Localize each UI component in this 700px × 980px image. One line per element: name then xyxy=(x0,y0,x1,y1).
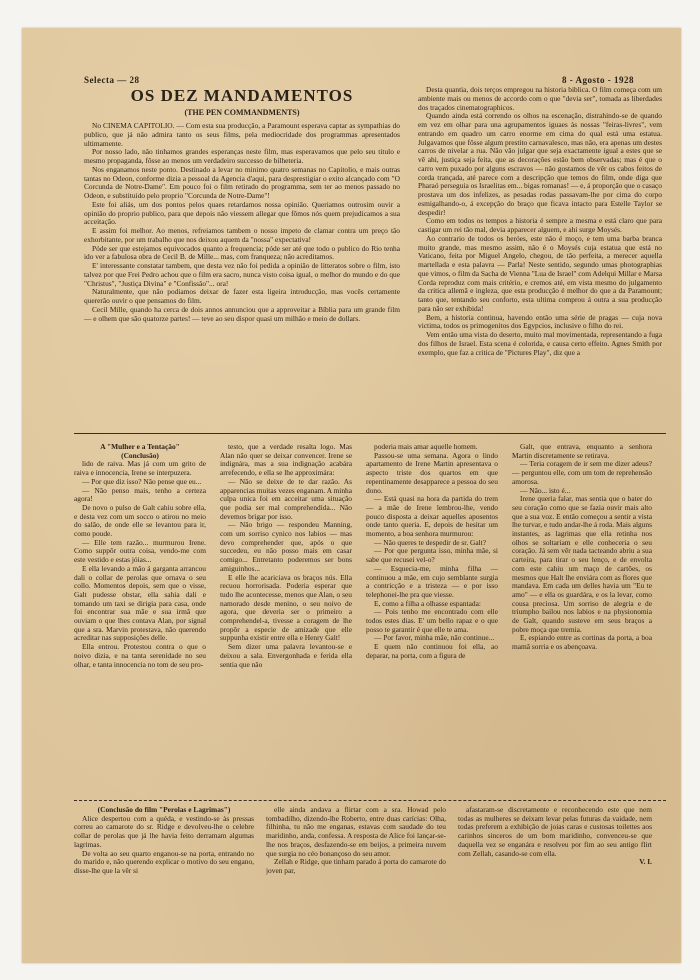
footer-column-3 xyxy=(458,806,652,936)
paragraph: Como em todos os tempos a historia é sempre a mesma e está claro que para castigar um rei tão mal, devia apparecer alguem, e ahi surge Moysés. xyxy=(418,216,662,234)
paragraph: — Está quasi na hora da partida do trem — a mãe de Irene lembrou-lhe, vendo pouco disposta a deixar aquelles aposentos onde tanto queria. E, depois de hesitar um momento, a boa senhora murmurou: xyxy=(366,494,498,539)
section-divider xyxy=(74,433,666,434)
paragraph: Ao contrario de todos os heróes, este não é moço, e tem uma barba branca muito grande, mas mesmo assim, não é o Moysés cuja estatua que está no Vaticano, feita por Miguel Angelo, chegou, de tão perfeita, a merecer aquella martellada e esta palavra — Parla! Neste sentido, segundo umas photographias que vimos, o film da Sacha de Vienna "Lua de Israel" com Adelqui Millar e Marsa Corda reproduz com mais critério, e cremos até, em vista mesmo do julgamento da critica allemã e ingleza, que esta producção é melhor do que a da Paramount; tanto que, tentando seu conforto, esta ultima comprou á outra a sua producção para não ser exhibida! xyxy=(418,233,662,313)
paragraph: lido de raiva. Mas já com um grito de raiva e innocencia, Irene se interpuzera. xyxy=(74,459,206,478)
paragraph: Póde ser que estejamos equivocados quanto a frequencia; póde ser até que todo o publico do Rio tenha ido ver a fabulosa obra de Cecil B. de Mille... mas, com franqueza; não acreditamos. xyxy=(84,243,400,262)
paragraph: E ella levando a mão á garganta arrancou dali o collar de perolas que ornava o seu collo. Momentos depois, sem que o visse, Galt pudesse obstar, ella sahia dali e tomando um taxi se dirigia para casa, onde foi encontrar sua mãe e sua irmã que ouviam o que lhes contava Alan, por signal que a sra. Marvin protestava, não querendo acreditar nas supposições delle. xyxy=(74,563,206,643)
section-divider-dashed xyxy=(74,800,666,801)
story-heading-sub: (Conclusão) xyxy=(121,450,159,460)
paragraph: E assim foi melhor. Ao menos, refreiamos tambem o nosso impeto de clamar contra um preço tão exhorbitante, por um trabalho que nos deixou aquem da "nossa" expectativa! xyxy=(84,226,400,244)
paragraph: — Não queres te despedir de sr. Galt? xyxy=(374,537,487,547)
paragraph: Nos enganamos neste ponto. Destinado a levar no minimo quatro semanas no Capitolio, e mais outras tantas no Odeon, conforme dizia a pessoal da Agencia d'aqui, para desprestigiar o exito alcançado com "O Corcunda de Notre-Dame". Em pouco foi o film retirado do programma, sem ter ao menos passado no Odeon, e substituido pelo proprio "Corcunda de Notre-Dame"! xyxy=(84,164,400,200)
footer-heading: (Conclusão do film "Perolas e Lagrimas") xyxy=(97,806,231,814)
paragraph: Naturalmente, que não podiamos deixar de fazer esta ligeira introducção, mas vocês certamente quererão ouvir o que pensamos do film. xyxy=(84,287,400,305)
paragraph: testo, que a verdade resalta logo. Mas Alan não quer se deixar convencer. Irene se indignára, mas a sua indignação acabára arrefecendo, e ella se lhe approximára: xyxy=(220,443,352,478)
paragraph: — Esquecia-me, minha filha — continuou a mãe, em cujo semblante surgia a contricção e a tristeza — e por isso telephonei-lhe pra que viesse. xyxy=(366,563,498,599)
paragraph: — Não brigo — respondeu Manning, com um sorriso cynico nos labios — mas devo comprehender que, após o que succedeu, eu não posso mais em casar comigo... Entretanto poderemos ser bons amiguinhos... xyxy=(220,520,352,573)
article-column-2 xyxy=(418,86,662,427)
paragraph: — Elle tem razão... murmurou Irene. Como suppôr outra coisa, vendo-me com este vestido e estas jóias... xyxy=(74,537,206,565)
paragraph: De volta ao seu quarto enganou-se na porta, entrando no do marido e, não querendo explicar o motivo do seu engano, disse-lhe que la vêr si xyxy=(74,848,254,875)
paragraph: — Pois tenho me encontrado com elle todos estes dias. E' um bello rapaz e o que posso te garantir é que elle te ama. xyxy=(366,607,498,634)
paragraph: poderia mais amar aquelle homem. xyxy=(374,443,478,451)
paragraph: Cecil Mille, quando ha cerca de dois annos annunciou que a approveitar a Bíblia para um grande film — e olhem que são quatorze partes! — teve ao seu dispor quasi um milhão e meio de dollars. xyxy=(84,304,400,323)
paragraph: — Por que pergunta isso, minha mãe, si sabe que recusei vel-o? xyxy=(366,546,498,565)
paragraph: E elle lhe acariciava os braços nús. Ella recuou horrorisada. Poderia esperar que tudo lhe acontecesse, menos que Alan, o seu namorado desde menino, o seu noivo de agora, que deveria ser o primeiro a comprehendel-a, tivesse a coragem de lhe propôr a especie de amizade que elle suppunha existir entre ella e Henry Galt! xyxy=(220,572,352,643)
paragraph: E' interessante constatar tambem, que desta vez não foi pedida a opinião de litteratos sobre o film, isto talvez por que Frei Pedro achou que o film era sacro, nunca visto coisa igual, o melhor do mundo e do que "Christus", "Justiça Divina" e "Confissão"... ora! xyxy=(84,261,400,288)
paragraph: — Por favor, minha mãe, não continue... xyxy=(374,633,495,643)
paragraph: Sem dizer uma palavra levantou-se e deixou a sala. Envergonhada e ferida ella sentia que não xyxy=(220,642,352,669)
paragraph: Quando ainda está correndo os olhos na escenação, distrahindo-se de quando em vez em olhar para una agrupamentos iguaes às nossas "feiras-livres", vem entrando em quadro um carro enorme em cima do qual está uma estatua. Julgavamos que fôsse algum prestito carnavalesco, mas não, era apenas um destes carros de nivelar a rua. Não vão julgar que seja exactamente igual a estes que se vê ahi, justiça seja feita, que as decorações estão bem observadas; mas é que o carro vem puxado por alguns escravos — não gostamos de vêr os cabos feitos de corda trançada, até parece com a descripção que temos do film, onde diga que Pharaó perseguia os Israelitas em... bigas romanas! — e, á proporção que o casaço prostava um dos infelizes, as pesadas rodas passavam-lhe por cima do corpo esmigalhando-o, á excepção do braço que ficava intacto para Estelle Taylor se despedir! xyxy=(418,111,662,217)
paragraph: — Teria coragem de ir sem me dizer adeus? — perguntou elle, com um tom de reprehensão amorosa. xyxy=(512,459,652,486)
paragraph: Bem, a historia continua, havendo então uma série de pragas — cuja nova victima, todos os primogenitos dos Egypcios, inclusive o filho do rei. xyxy=(418,312,662,331)
page-header-left: Selecta — 28 xyxy=(84,75,140,85)
paragraph: — Não penso mais, tenho a certeza agora! xyxy=(74,485,206,504)
story-heading: A "Mulher e a Tentação" xyxy=(100,443,180,451)
article-title: OS DEZ MANDAMENTOS xyxy=(130,86,354,105)
paragraph: Por nosso lado, não tinhamos grandes esperanças neste film, mas esperavamos que pelo seu titulo e mesmo propaganda, fôsse ao menos um verdadeiro successo de bilheteria. xyxy=(84,147,400,165)
article-column-1 xyxy=(84,122,400,427)
footer-column-1 xyxy=(74,806,254,936)
magazine-page xyxy=(22,28,681,963)
story-column-1 xyxy=(74,443,206,793)
paragraph: E quem não continuou foi ella, ao deparar, na porta, com a figura de xyxy=(366,642,498,660)
paragraph: Zellah e Ridge, que tinham parado á porta do camarote do joven par, xyxy=(266,857,446,875)
paragraph: E, como a filha a olhasse espantada: xyxy=(374,598,481,608)
paragraph: afastaram-se discretamente e reconhecendo este que nem todas as mulheres se deixam levar pelas futuras da vaidade, nem todas preferem a exhibição de joias caras e custosas toilettes aos carinhos sinceros de um bom maridinho, convenceu-se que daquella vez se enganára e resolveu por fim ao seu antigo flirt com Zellah, casando-se com ella. xyxy=(458,806,652,858)
paragraph: Este foi aliás, um dos pontos pelos quaes retardamos nossa opinião. Queriamos outrosim ouvir a opinião do proprio publico, para que depois não viessem allegar que fômos nós quem prejudicamos a sua acceitação. xyxy=(84,199,400,227)
paragraph: Irene queria falar, mas sentia que o bater do seu coração como que se fazia ouvir mais alto que a sua voz. E então começou a sentir a vista lhe turvar, e tudo andar-lhe á roda. Mais alguns instantes, as lagrimas que ella retinha nos olhos se soltariam e elle conheceria o seu coração. Já sem vêr nada tacteando abriu a sua carteira, para tirar o seu lenço, e de envolta com este cahiu um maço de cartões, os mesmos que Halt lhe enviára com as flores que mandava. Em cada um delles havia um "Eu te amo" — e ella os guardára, e os la levar, como cousa preciosa. Um sorriso de alegria e de triumpho bailou nos labios e na physionomia de Galt, quando susteve em seus braços a pobre moça que tremia. xyxy=(512,494,652,634)
story-column-4 xyxy=(512,443,652,793)
paragraph: — Por que diz isso? Não pense que eu... xyxy=(82,476,202,486)
article-subtitle: (THE PEN COMMANDMENTS) xyxy=(184,108,300,117)
paragraph: Vem então uma vista do deserto, muito mal movimentada, representando a fuga dos filhos de Israel. Esta scena é colorida, e causa certo effeito. Agnes Smith por exemplo, que faz a critica de "Pictures Play", diz que a xyxy=(418,330,662,357)
paragraph: E, espiando entre as cortinas da porta, a boa mamã sorria e os abençoava. xyxy=(512,633,652,652)
paragraph: — Não se deixe de te dar razão. As apparencias muitas vezes enganam. A minha culpa unica foi em acceitar uma situação que podia ser mal comprehendida... Não devemos brigar por isso. xyxy=(220,476,352,521)
paragraph: Alice despertou com a quéda, e vestindo-se às pressas correu ao camarote do sr. Ridge e devolveu-lhe o celebre collar de perolas que já lhe havia feito derramam algumas lagrimas. xyxy=(74,813,254,849)
paragraph: Ella entrou. Protestou contra o que o noivo dizia, e na tanta serenidade no seu olhar, e tanta innocencia no tom de seu pro- xyxy=(74,642,206,669)
story-column-2 xyxy=(220,443,352,793)
paragraph: No CINEMA CAPITOLIO. — Com esta sua producção, a Paramount esperava captar as sympathias do publico, que já não admira tanto os seus films, pela mediocridade dos programmas apresentados ultimamente. xyxy=(84,122,400,148)
paragraph: — Não... isto é... xyxy=(520,485,571,495)
paragraph: Galt, que entrava, enquanto a senhora Martin discretamente se retirava. xyxy=(512,443,652,460)
paragraph: Desta quantia, dois terços empregou na historia biblica. O film começa com um ambiente mais ou menos de accordo com o que "devia ser", tomada as liberdades dos traçados cinematographicos. xyxy=(418,86,662,112)
paragraph: elle ainda andava a flirtar com a sra. Howad pelo tombadilho, dizendo-lhe Roberto, entre duas carícias: Olha, filhinha, tu não me enganas, estavas com saudade do teu maridinho, anda, confessa. A resposta de Alice foi lançar-se-lhe nos braços, desfazendo-se em beijos, a primeira nuvem que surgia no céo bonançoso do seu amor. xyxy=(266,806,446,858)
story-column-3 xyxy=(366,443,498,793)
page-header-date: 8 - Agosto - 1928 xyxy=(562,75,634,85)
paragraph: Passou-se uma semana. Agora o lindo apartamento de Irene Martin apresentava o aspecto triste dos quartos em que repentinamente desapparece a pessoa do seu dono. xyxy=(366,450,498,495)
signature: V. I. xyxy=(639,857,652,867)
paragraph: De novo o pulso de Galt cahiu sobre ella, e desta vez com um socco o atirou no meio do salão, de onde elle se levantou para ir, como poude. xyxy=(74,502,206,539)
footer-column-2 xyxy=(266,806,446,936)
